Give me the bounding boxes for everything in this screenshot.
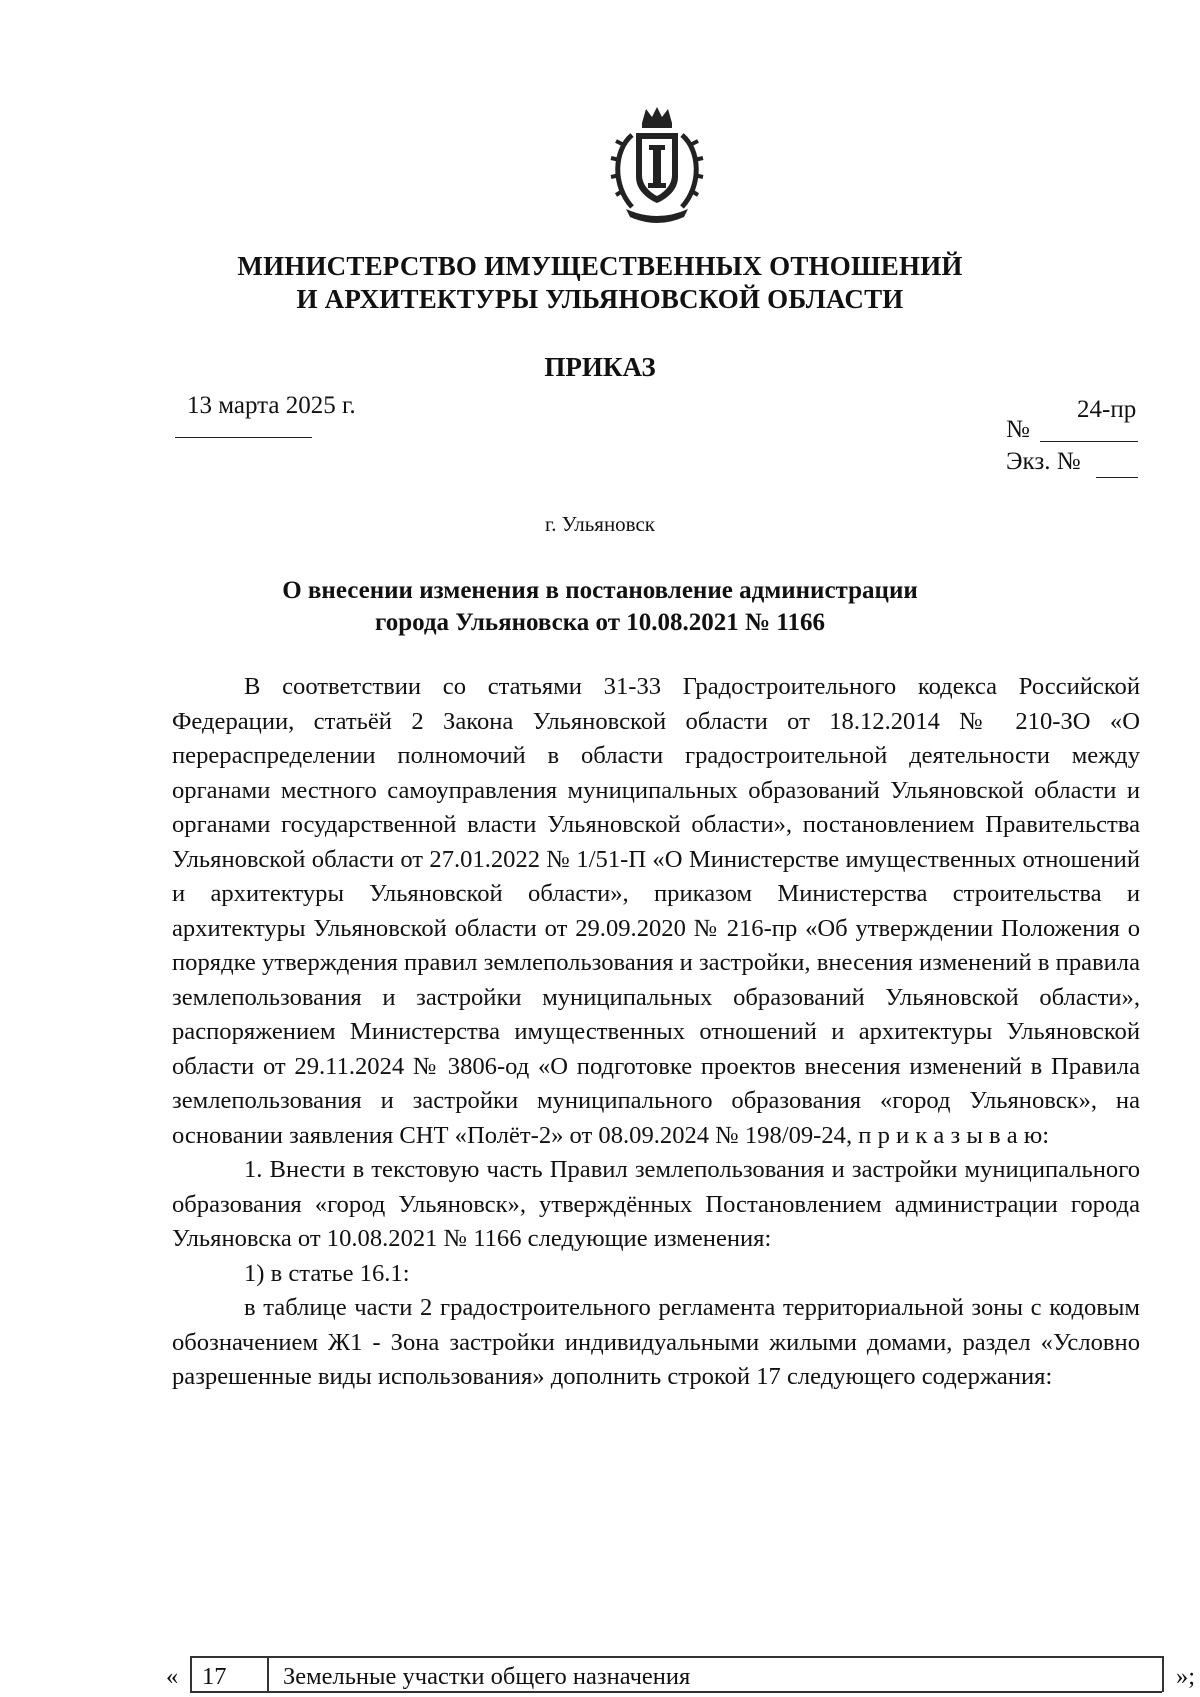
document-type: ПРИКАЗ	[544, 352, 656, 382]
subject-line-2: города Ульяновска от 10.08.2021 № 1166	[374, 609, 825, 636]
coat-of-arms-icon	[602, 105, 712, 227]
row-number-cell: 17	[202, 1663, 227, 1690]
row-right-border	[1162, 1656, 1164, 1692]
inserted-table-row	[166, 1663, 1196, 1693]
row-bottom-border	[190, 1691, 1162, 1693]
order-date: 13 марта 2025 г.	[187, 392, 356, 419]
row-left-border	[190, 1656, 192, 1692]
copy-number-underline	[1096, 477, 1138, 478]
city: г. Ульяновск	[544, 512, 655, 536]
clause-1-paragraph: 1. Внести в текстовую часть Правил землепользования и застройки муниципального образования «город Ульяновск», утверждённых Постановлением администрации города Ульяновска от 10.08.2021 № 1166 следующие изменения:	[172, 1156, 1140, 1252]
preamble-paragraph: В соответствии со статьями 31-33 Градостроительного кодекса Российской Федерации, статьёй 2 Закона Ульяновской области от 18.12.2014 № 210-ЗО «О перераспределении полномочий в области градостроительной деятельности между органами местного самоуправления муниципальных образований Ульяновской области и органами государственной власти Ульяновской области», постановлением Правительства Ульяновской области от 27.01.2022 № 1/51-П «О Министерстве имущественных отношений и архитектуры Ульяновской области», приказом Министерства строительства и архитектуры Ульяновской области от 29.09.2020 № 216-пр «Об утверждении Положения о порядке утверждения правил землепользования и застройки, внесения изменений в правила землепользования и застройки муниципальных образований Ульяновской области», распоряжением Министерства имущественных отношений и архитектуры Ульяновской области от 29.11.2024 № 3806-од «О подготовке проектов внесения изменений в Правила землепользования и застройки муниципального образования «город Ульяновск», на основании заявления СНТ «Полёт-2» от 08.09.2024 № 198/09-24, п р и к а з ы в а ю:	[172, 673, 1140, 1149]
row-top-border	[190, 1656, 1162, 1658]
row-text-cell: Земельные участки общего назначения	[283, 1663, 691, 1690]
order-subject	[0, 575, 1200, 639]
org-line-1: МИНИСТЕРСТВО ИМУЩЕСТВЕННЫХ ОТНОШЕНИЙ	[237, 251, 963, 281]
number-label: №	[1006, 416, 1030, 443]
number-underline	[1040, 441, 1138, 442]
table-amendment-paragraph: в таблице части 2 градостроительного регламента территориальной зоны с кодовым обозначением Ж1 - Зона застройки индивидуальными жилыми домами, раздел «Условно разрешенные виды использования» дополнить строкой 17 следующего содержания:	[172, 1294, 1140, 1390]
date-underline	[175, 437, 312, 438]
copy-number-label: Экз. №	[1006, 448, 1081, 475]
row-cell-divider	[267, 1656, 269, 1692]
order-body	[172, 670, 1140, 1395]
clause-1-1-paragraph: 1) в статье 16.1:	[244, 1259, 410, 1287]
organization-name	[0, 250, 1200, 316]
open-quote: «	[166, 1663, 179, 1690]
subject-line-1: О внесении изменения в постановление администрации	[282, 577, 918, 604]
close-quote: »;	[1176, 1663, 1196, 1690]
coat-of-arms-emblem	[602, 105, 712, 227]
order-number: 24-пр	[1077, 396, 1137, 423]
org-line-2: И АРХИТЕКТУРЫ УЛЬЯНОВСКОЙ ОБЛАСТИ	[296, 284, 904, 314]
